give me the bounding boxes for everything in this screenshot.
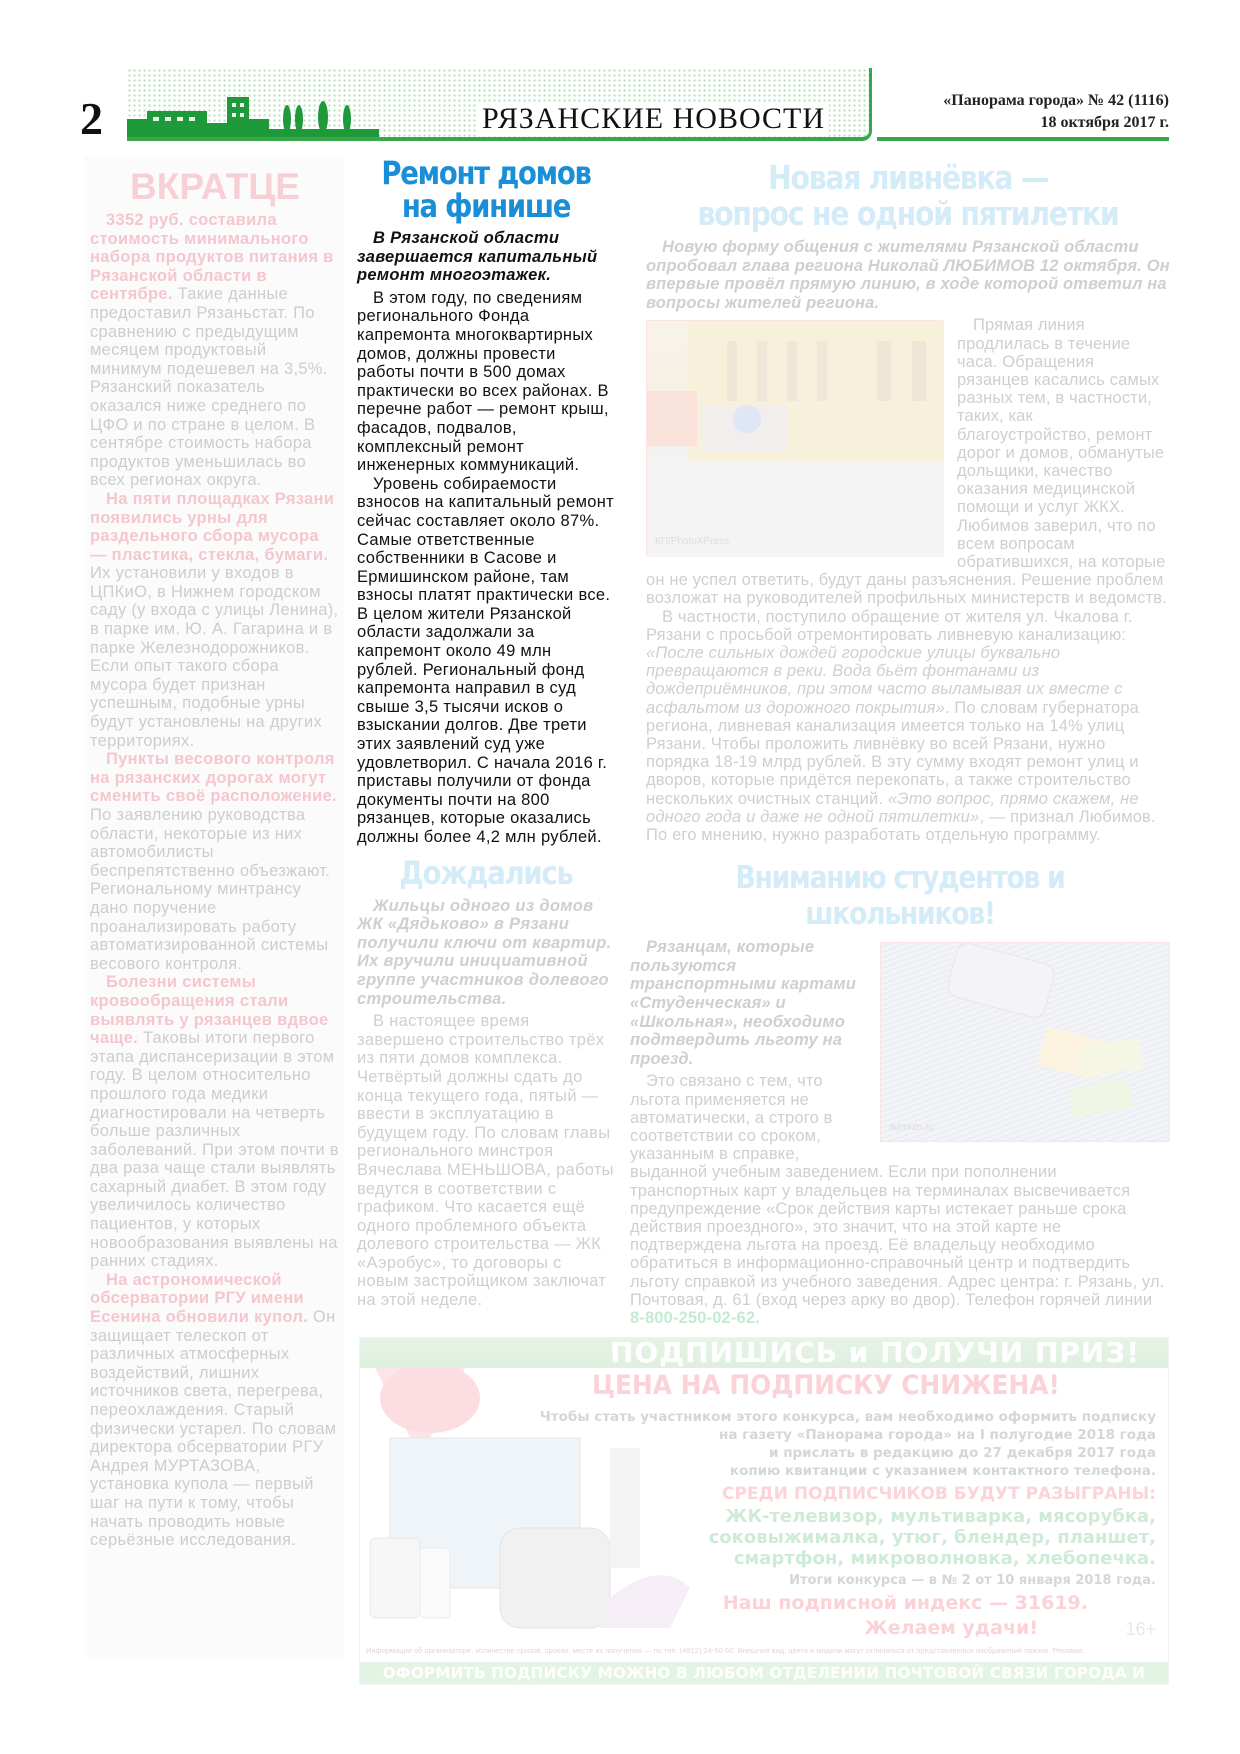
article-headline: Дождались [399, 853, 573, 892]
article-waited [357, 855, 615, 1310]
brief-title: ВКРАТЦЕ [130, 166, 300, 207]
prize-line: ЖК-телевизор, мультиварка, мясорубка, [725, 1506, 1156, 1528]
brief-news-column [84, 157, 344, 1657]
section-title: РЯЗАНСКИЕ НОВОСТИ [478, 102, 829, 136]
photo-credit: admrzn.ru [889, 1122, 935, 1134]
article-paragraph: Уровень собираемости взносов на капитальный ремонт сейчас составляет около 87%. Самые ответственные собственники в Сасове и Ермишинском районе, там взносы платят практически все. В целом жители Рязанской области задолжали за капремонт около 49 млн рублей. Региональный фонд капремонта направил в суд свыше 3,5 тысячи исков о взыскании долгов. Две трети этих заявлений суд уже удовлетворил. С начала 2016 г. приставы получили от фонда документы почти на 800 рязанцев, которые оказались должны более 4,2 млн рублей. [357, 474, 614, 846]
headline-line: Новая ливнёвка — [768, 158, 1048, 197]
brief-item-text: Их установили у входов в ЦПКиО, в Нижнем городском саду (у входа с улицы Ленина), в парке им. Ю. А. Гагарина и в парке Железнодорожников. Если опыт такого сбора мусора будет признан успешным, подобные урны будут установлены на других территориях. [90, 564, 339, 750]
article-paragraph: В настоящее время завершено строительство трёх из пяти домов комплекса. Четвёртый должны сдать до конца текущего года, пятый — ввести в эксплуатацию в будущем году. По словам главы регионального минстроя Вячеслава МЕНЬШОВА, работы ведутся в соответствии с графиком. Что касается ещё одного проблемного объекта долевого строительства — ЖК «Аэробус», то договоры с новым застройщиком заключат на этой неделе. [357, 1012, 614, 1310]
ad-bottom-band [360, 1662, 1168, 1705]
city-skyline-icon [127, 89, 387, 137]
text: Это связано с тем, что льгота применяется не автоматически, а строго в соответствии со сроком, указанным в справке, выданной учебным заведением. Если при пополнении транспортных карт у владельцев на терминалах высвечивается предупреждение «Срок действия карты истекает раньше срока действия проездного», это значит, что на этой карте не подтверждена льгота на проезд. Её владельцу необходимо обратиться в информационно-справочный центр и подтвердить льготу справкой из учебного заведения. Адрес центра: г. Рязань, ул. Почтовая, д. 61 (вход через арку во двор). Телефон горячей линии [630, 1072, 1165, 1309]
subscription-ad [359, 1336, 1169, 1705]
condition-line: копию квитанции с указанием контактного телефона. [729, 1463, 1156, 1480]
brief-item [90, 1271, 340, 1550]
ad-bottom-text: ОФОРМИТЬ ПОДПИСКУ МОЖНО В ЛЮБОМ ОТДЕЛЕНИИ ПОЧТОВОЙ СВЯЗИ ГОРОДА И ОБЛАСТИ [382, 1664, 1146, 1705]
condition-line: на газету «Панорама города» на I полугодие 2018 года [719, 1427, 1156, 1444]
ad-prizes [709, 1506, 1156, 1569]
article-paragraph: В этом году, по сведениям регионального Фонда капремонта многоквартирных домов, должны провести работы почти в 500 домах практически во всех районах. В перечне работ — ремонт крыш, фасадов, подвалов, комплексный ремонт инженерных коммуникаций. [357, 288, 609, 475]
article-drainage [630, 160, 1170, 844]
ad-fine-print: Информация об организаторе, количестве призов, сроках, месте их получения — по тел. (4912) 24-50-50. Внешний вид, цвета и модели могут отличаться от представленных изображений призов. Реклама. [366, 1646, 1085, 1656]
photo-image [647, 321, 944, 557]
brief-item-lead: 3352 руб. составила стоимость минимального набора продуктов питания в Рязанской области в сентябре. [90, 211, 334, 304]
brief-item-text: Такие данные предоставил Рязаньстат. По сравнению с предыдущим месяцем продуктовый минимум подешевел на 3,5%. Рязанский показатель оказался ниже среднего по ЦФО и по стране в целом. В сентябре стоимость набора продуктов уменьшилась во всех регионах округа. [90, 285, 328, 490]
issue-info [877, 90, 1169, 134]
text: , — признал Любимов. По его мнению, нужно разработать отдельную программу. [646, 807, 1156, 845]
right-column [630, 160, 1170, 1327]
article-headline [375, 154, 597, 225]
ad-conditions [540, 1408, 1156, 1480]
article-lead: В Рязанской области завершается капитальный ремонт многоэтажек. [357, 229, 598, 285]
page-number: 2 [80, 93, 103, 144]
middle-column [357, 154, 615, 1310]
quote: «После сильных дождей городские улицы буквально превращаются в реки. Вода бьёт фонтанами из дождеприёмников, при этом часто выламывая их вместе с асфальтом из дорожного покрытия» [646, 644, 1123, 717]
brief-item-lead: На астрономической обсерватории РГУ имени Есенина обновили купол. [90, 1270, 309, 1327]
issue-date: 18 октября 2017 г. [1040, 114, 1169, 131]
headline-line: Ремонт домов [381, 154, 591, 192]
brief-item-lead: Пункты весового контроля на рязанских дорогах могут сменить своё расположение. [90, 750, 337, 806]
brief-item [90, 750, 340, 973]
brief-item [90, 973, 340, 1271]
ad-results: Итоги конкурса — в № 2 от 10 января 2018 года. [789, 1573, 1156, 1589]
ad-subscription-index: Наш подписной индекс — 31619. [722, 1592, 1088, 1615]
ad-among: СРЕДИ ПОДПИСЧИКОВ БУДУТ РАЗЫГРАНЫ: [722, 1484, 1156, 1505]
ad-good-luck: Желаем удачи! [864, 1617, 1038, 1640]
paper-issue: «Панорама города» № 42 (1116) [943, 92, 1169, 109]
brief-item-lead: На пяти площадках Рязани появились урны для раздельного сбора мусора — пластика, стекла, бумаги. [90, 489, 335, 564]
prize-line: смартфон, микроволновка, хлебопечка. [733, 1548, 1156, 1570]
article-headline [683, 160, 1134, 232]
prize-line: соковыжималка, утюг, блендер, планшет, [708, 1527, 1156, 1549]
article-headline: Вниманию студентов и школьников! [735, 860, 1065, 933]
condition-line: и прислать в редакцию до 27 декабря 2017 года [769, 1445, 1156, 1462]
brief-item-text: Таковы итоги первого этапа диспансеризации в этом году. В целом относительно прошлого года медики диагностировали на четверть больше различных заболеваний. При этом почти в два раза чаще стали выявлять сахарный диабет. В этом году увеличилось количество пациентов, у которых новообразования выявлены на ранних стадиях. [90, 1029, 339, 1271]
transport-card-terminal-photo [880, 942, 1170, 1142]
divider [877, 137, 1169, 141]
brief-item [90, 211, 340, 490]
article-paragraph [646, 608, 1170, 845]
age-rating: 16+ [1125, 1619, 1156, 1640]
ad-price-notice: ЦЕНА НА ПОДПИСКУ СНИЖЕНА! [592, 1370, 1060, 1402]
article-students [630, 860, 1170, 1327]
brief-item-text: По заявлению руководства области, некоторые из них автомобилисты беспрепятственно объезжают. Региональному минтрансу дано поручение проанализировать работу автоматизированной системы весового контроля. [90, 806, 331, 973]
text: . По словам губернатора региона, ливневая канализация имеется только на 14% улиц Рязани. Чтобы проложить ливнёвку во всей Рязани, нужно порядка 18-19 млрд рублей. В эту сумму входят ремонт улиц и дворов, которые придётся перекопать, а также строительство нескольких очистных станций. [646, 698, 1139, 808]
article-lead: Жильцы одного из домов ЖК «Дядьково» в Рязани получили ключи от квартир. Их вручили инициативной группе участников долевого строительства. [357, 896, 612, 1008]
text: В частности, поступило обращение от жителя ул. Чкалова г. Рязани с просьбой отремонтировать ливневую канализацию: [646, 607, 1133, 644]
quote: «Это вопрос, прямо скажем, не одного года и даже не одной пятилетки» [646, 789, 1139, 826]
headline-line: на финише [401, 187, 571, 225]
photo-image [881, 943, 1171, 1143]
ad-headline-band [360, 1338, 1168, 1368]
brief-item-text: Он защищает телескоп от различных атмосферных воздействий, лишних источников света, перегрева, переохлаждения. Старый физически устарел. По словам директора обсерватории РГУ Андрея МУРТАЗОВА, установка купола — первый шаг на пути к тому, чтобы начать проводить новые серьёзные исследования. [90, 1308, 337, 1550]
photo-credit: КП/PhotoXPress [655, 536, 730, 548]
street-flood-photo [646, 320, 943, 556]
section-banner [127, 68, 872, 141]
brief-item-lead: Болезни системы кровообращения стали выявлять у рязанцев вдвое чаще. [90, 973, 329, 1048]
article-lead: Рязанцам, которые пользуются транспортными картами «Студенческая» и «Школьная», необходимо подтвердить льготу на проезд. [630, 938, 857, 1068]
condition-line: Чтобы стать участником этого конкурса, вам необходимо оформить подписку [539, 1409, 1156, 1426]
ad-headline: ПОДПИШИСЬ и ПОЛУЧИ ПРИЗ! [610, 1336, 1141, 1370]
article-paragraph: Прямая линия продлилась в течение часа. Обращения рязанцев касались самых разных тем, в частности, таких, как благоустройство, ремонт дорог и домов, обманутые дольщики, качество оказания медицинской помощи и услуг ЖКХ. Любимов заверил, что по всем вопросам обратившихся, на которые он не успел ответить, будут даны разъяснения. Решение проблем возложат на руководителей профильных министерств и ведомств. [646, 316, 1167, 608]
article-repair [357, 154, 615, 847]
hotline-phone: 8-800-250-02-62. [630, 1309, 760, 1328]
article-lead: Новую форму общения с жителями Рязанской области опробовал глава региона Николай ЛЮБИМОВ 12 октября. Он впервые провёл прямую линию, в ходе которой ответил на вопросы жителей региона. [646, 238, 1170, 312]
headline-line: вопрос не одной пятилетки [697, 194, 1119, 233]
brief-item [90, 490, 340, 750]
